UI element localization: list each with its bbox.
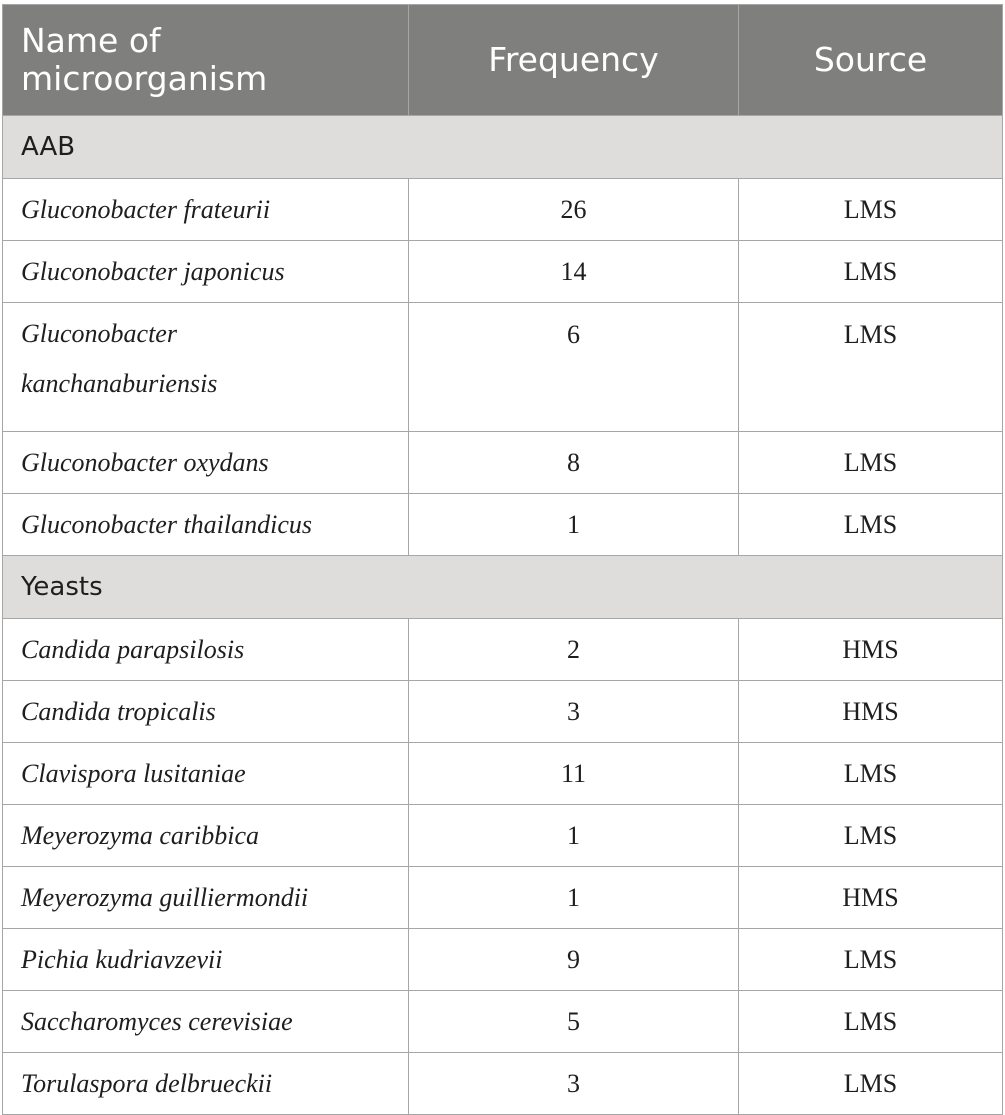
table-row [3, 991, 1003, 1053]
header-row [3, 5, 1003, 116]
organism-name: Meyerozyma guilliermondii [3, 867, 409, 929]
source-value: LMS [739, 179, 1003, 241]
source-value: HMS [739, 619, 1003, 681]
organism-name: Gluconobacter oxydans [3, 432, 409, 494]
frequency-value: 1 [409, 494, 739, 556]
frequency-value: 8 [409, 432, 739, 494]
group-row-aab [3, 116, 1003, 179]
source-value: LMS [739, 303, 1003, 432]
organism-name: Candida parapsilosis [3, 619, 409, 681]
source-value: LMS [739, 1053, 1003, 1115]
frequency-value: 2 [409, 619, 739, 681]
frequency-value: 1 [409, 867, 739, 929]
group-label: Yeasts [3, 556, 1003, 619]
organism-name: Meyerozyma caribbica [3, 805, 409, 867]
header-source: Source [739, 5, 1003, 116]
table-row [3, 681, 1003, 743]
source-value: HMS [739, 681, 1003, 743]
group-label: AAB [3, 116, 1003, 179]
organism-name-line1: Gluconobacter [21, 319, 177, 348]
table-row [3, 805, 1003, 867]
organism-name [3, 303, 409, 432]
header-frequency: Frequency [409, 5, 739, 116]
frequency-value: 3 [409, 1053, 739, 1115]
source-value: LMS [739, 991, 1003, 1053]
header-name-of-microorganism [3, 5, 409, 116]
organism-name: Saccharomyces cerevisiae [3, 991, 409, 1053]
table-row [3, 432, 1003, 494]
organism-name: Gluconobacter thailandicus [3, 494, 409, 556]
table-row [3, 1053, 1003, 1115]
organism-name-line2: kanchanaburiensis [21, 369, 218, 398]
organism-name: Candida tropicalis [3, 681, 409, 743]
table-row [3, 179, 1003, 241]
source-value: LMS [739, 241, 1003, 303]
organism-name: Torulaspora delbrueckii [3, 1053, 409, 1115]
table-row [3, 303, 1003, 432]
organism-name: Gluconobacter japonicus [3, 241, 409, 303]
organism-name: Pichia kudriavzevii [3, 929, 409, 991]
frequency-value: 6 [409, 303, 739, 432]
source-value: LMS [739, 494, 1003, 556]
microorganism-table [2, 4, 1003, 1115]
organism-name: Clavispora lusitaniae [3, 743, 409, 805]
table-row [3, 494, 1003, 556]
header-name-line1: Name of [21, 21, 161, 60]
table-row [3, 929, 1003, 991]
frequency-value: 11 [409, 743, 739, 805]
table-row [3, 241, 1003, 303]
organism-name: Gluconobacter frateurii [3, 179, 409, 241]
source-value: HMS [739, 867, 1003, 929]
frequency-value: 9 [409, 929, 739, 991]
frequency-value: 5 [409, 991, 739, 1053]
table-row [3, 867, 1003, 929]
table-row [3, 619, 1003, 681]
frequency-value: 14 [409, 241, 739, 303]
group-row-yeasts [3, 556, 1003, 619]
frequency-value: 26 [409, 179, 739, 241]
table-row [3, 743, 1003, 805]
source-value: LMS [739, 805, 1003, 867]
source-value: LMS [739, 929, 1003, 991]
header-name-line2: microorganism [21, 59, 268, 98]
source-value: LMS [739, 432, 1003, 494]
frequency-value: 3 [409, 681, 739, 743]
frequency-value: 1 [409, 805, 739, 867]
source-value: LMS [739, 743, 1003, 805]
